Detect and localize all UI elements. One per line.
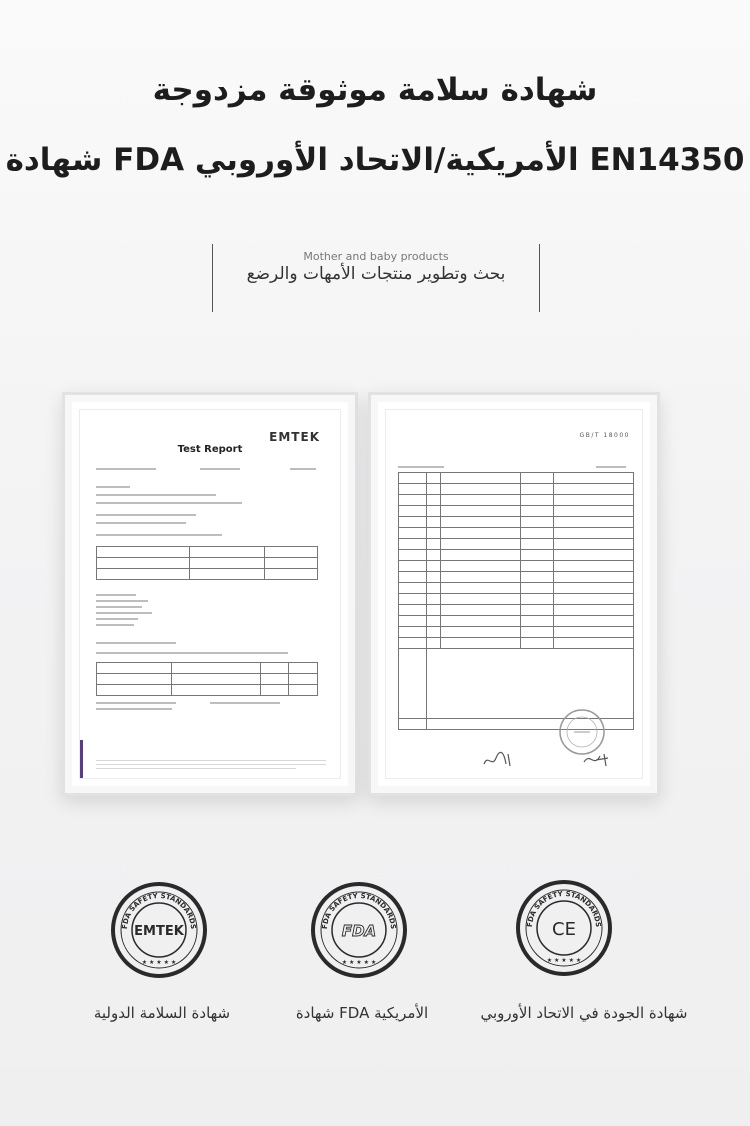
certificate-frame-right — [368, 392, 660, 796]
badge-caption-eu: شهادة الجودة في الاتحاد الأوروبي — [480, 1004, 688, 1022]
tagline-english: Mother and baby products — [303, 250, 449, 263]
doc-text-line — [96, 612, 152, 614]
doc-text-line — [96, 514, 196, 516]
doc-text-line — [96, 600, 148, 602]
doc-text-line — [200, 468, 240, 470]
inspection-table — [398, 472, 634, 730]
signature-icon — [582, 750, 612, 770]
doc-text-line — [290, 468, 316, 470]
results-table-1 — [96, 546, 318, 580]
tagline-arabic: بحث وتطوير منتجات الأمهات والرضع — [246, 264, 506, 284]
certificate-frame-left — [62, 392, 358, 796]
doc-text-line — [96, 642, 176, 644]
doc-text-line — [96, 618, 138, 620]
report-title: Test Report — [177, 444, 243, 455]
signature-icon — [482, 750, 514, 770]
svg-text:★ ★ ★ ★ ★: ★ ★ ★ ★ ★ — [141, 959, 177, 966]
badge-center-text: CE — [552, 919, 576, 940]
doc-text-line — [96, 764, 326, 765]
doc-text-line — [96, 606, 142, 608]
doc-text-line — [210, 702, 280, 704]
badge-center-text: EMTEK — [134, 924, 184, 939]
doc-text-line — [96, 702, 176, 704]
badge-caption-international: شهادة السلامة الدولية — [93, 1004, 231, 1022]
doc-text-line — [96, 768, 296, 769]
doc-text-line — [96, 760, 326, 761]
badge-center-text: FDA — [341, 922, 377, 940]
doc-text-line — [96, 594, 136, 596]
doc-text-line — [96, 708, 172, 710]
doc-text-line — [96, 624, 134, 626]
doc-text-line — [96, 522, 186, 524]
doc-text-line — [398, 466, 444, 468]
doc-text-line — [596, 466, 626, 468]
svg-text:★ ★ ★ ★ ★: ★ ★ ★ ★ ★ — [341, 959, 377, 966]
doc-text-line — [96, 502, 242, 504]
doc-text-line — [96, 494, 216, 496]
tagline-box — [212, 244, 540, 312]
document-edge-mark — [80, 740, 83, 778]
emtek-logo: EMTEK — [269, 430, 320, 444]
doc-text-line — [96, 486, 130, 488]
doc-text-line — [96, 652, 288, 654]
headline-line1: شهادة سلامة موثوقة مزدوجة — [152, 72, 598, 108]
report-header: GB/T 18000 — [579, 432, 630, 439]
doc-text-line — [96, 468, 156, 470]
ce-badge-icon — [514, 878, 614, 978]
badge-ring-text: FDA SAFETY STANDARDS — [525, 889, 603, 928]
badge-ring-text: FDA SAFETY STANDARDS — [120, 891, 198, 930]
results-table-2 — [96, 662, 318, 696]
svg-text:★ ★ ★ ★ ★: ★ ★ ★ ★ ★ — [546, 957, 582, 964]
badge-ring-text: FDA SAFETY STANDARDS — [320, 891, 398, 930]
doc-text-line — [96, 534, 222, 536]
test-report-document — [79, 409, 341, 779]
inspection-report-document — [385, 409, 643, 779]
badge-caption-fda: الأمريكية FDA شهادة — [295, 1004, 429, 1022]
headline-line2: EN14350 الأمريكية/الاتحاد الأوروبي FDA شهادة — [5, 142, 745, 178]
emtek-badge-icon — [109, 880, 209, 980]
fda-badge-icon — [309, 880, 409, 980]
